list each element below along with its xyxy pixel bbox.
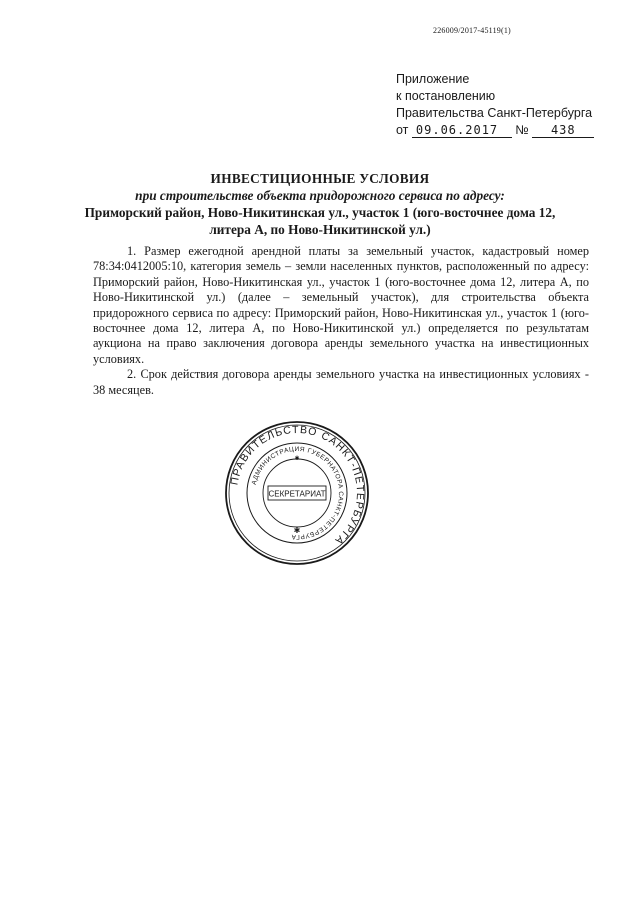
title-address-line1: Приморский район, Ново-Никитинская ул., участок 1 (юго-восточнее дома 12, xyxy=(84,205,556,220)
annex-header xyxy=(396,71,626,139)
document-number: 226009/2017-45119(1) xyxy=(433,26,511,35)
resolution-date: 09.06.2017 xyxy=(412,124,512,138)
seal-star-top-icon: ✱ xyxy=(294,456,300,462)
paragraph-rent: 1. Размер ежегодной арендной платы за земельный участок, кадастровый номер 78:34:0412005:10, категория земель – земли населенных пунктов, расположенный по адресу: Приморский район, Ново-Никитинская ул., участок 1 (юго-восточнее дома 12, литера А, по Ново-Никитинской ул.) (далее – земельный участок), для строительства объекта придорожного сервиса по адресу: Приморский район, Ново-Никитинская ул., участок 1 (юго-восточнее дома 12, литера А, по Ново-Никитинской ул.) определяется по результатам аукциона на право заключения договора аренды земельного участка на инвестиционных условиях. xyxy=(93,244,589,366)
seal-inner-text: АДМИНИСТРАЦИЯ ГУБЕРНАТОРА САНКТ-ПЕТЕРБУРГА xyxy=(250,445,345,541)
annex-date-line xyxy=(396,122,626,139)
annex-title: Приложение xyxy=(396,72,470,86)
resolution-number: 438 xyxy=(532,124,594,138)
title-address-line2: литера А, по Ново-Никитинской ул.) xyxy=(209,222,431,237)
seal-center-text: СЕКРЕТАРИАТ xyxy=(268,489,326,499)
seal-outer-text: ПРАВИТЕЛЬСТВО САНКТ-ПЕТЕРБУРГА xyxy=(228,423,367,548)
document-body xyxy=(93,244,589,398)
from-label: от xyxy=(396,123,409,137)
number-label: № xyxy=(515,123,529,137)
seal-star-icon: ✱ xyxy=(293,526,301,535)
title-subheading: при строительстве объекта придорожного сервиса по адресу: xyxy=(135,188,505,203)
document-title xyxy=(60,170,580,238)
title-heading: ИНВЕСТИЦИОННЫЕ УСЛОВИЯ xyxy=(210,171,430,186)
official-seal-stamp xyxy=(224,420,370,566)
paragraph-term: 2. Срок действия договора аренды земельного участка на инвестиционных условиях - 38 месяцев. xyxy=(93,367,589,397)
annex-government-label: Правительства Санкт-Петербурга xyxy=(396,106,593,120)
annex-resolution-label: к постановлению xyxy=(396,89,496,103)
